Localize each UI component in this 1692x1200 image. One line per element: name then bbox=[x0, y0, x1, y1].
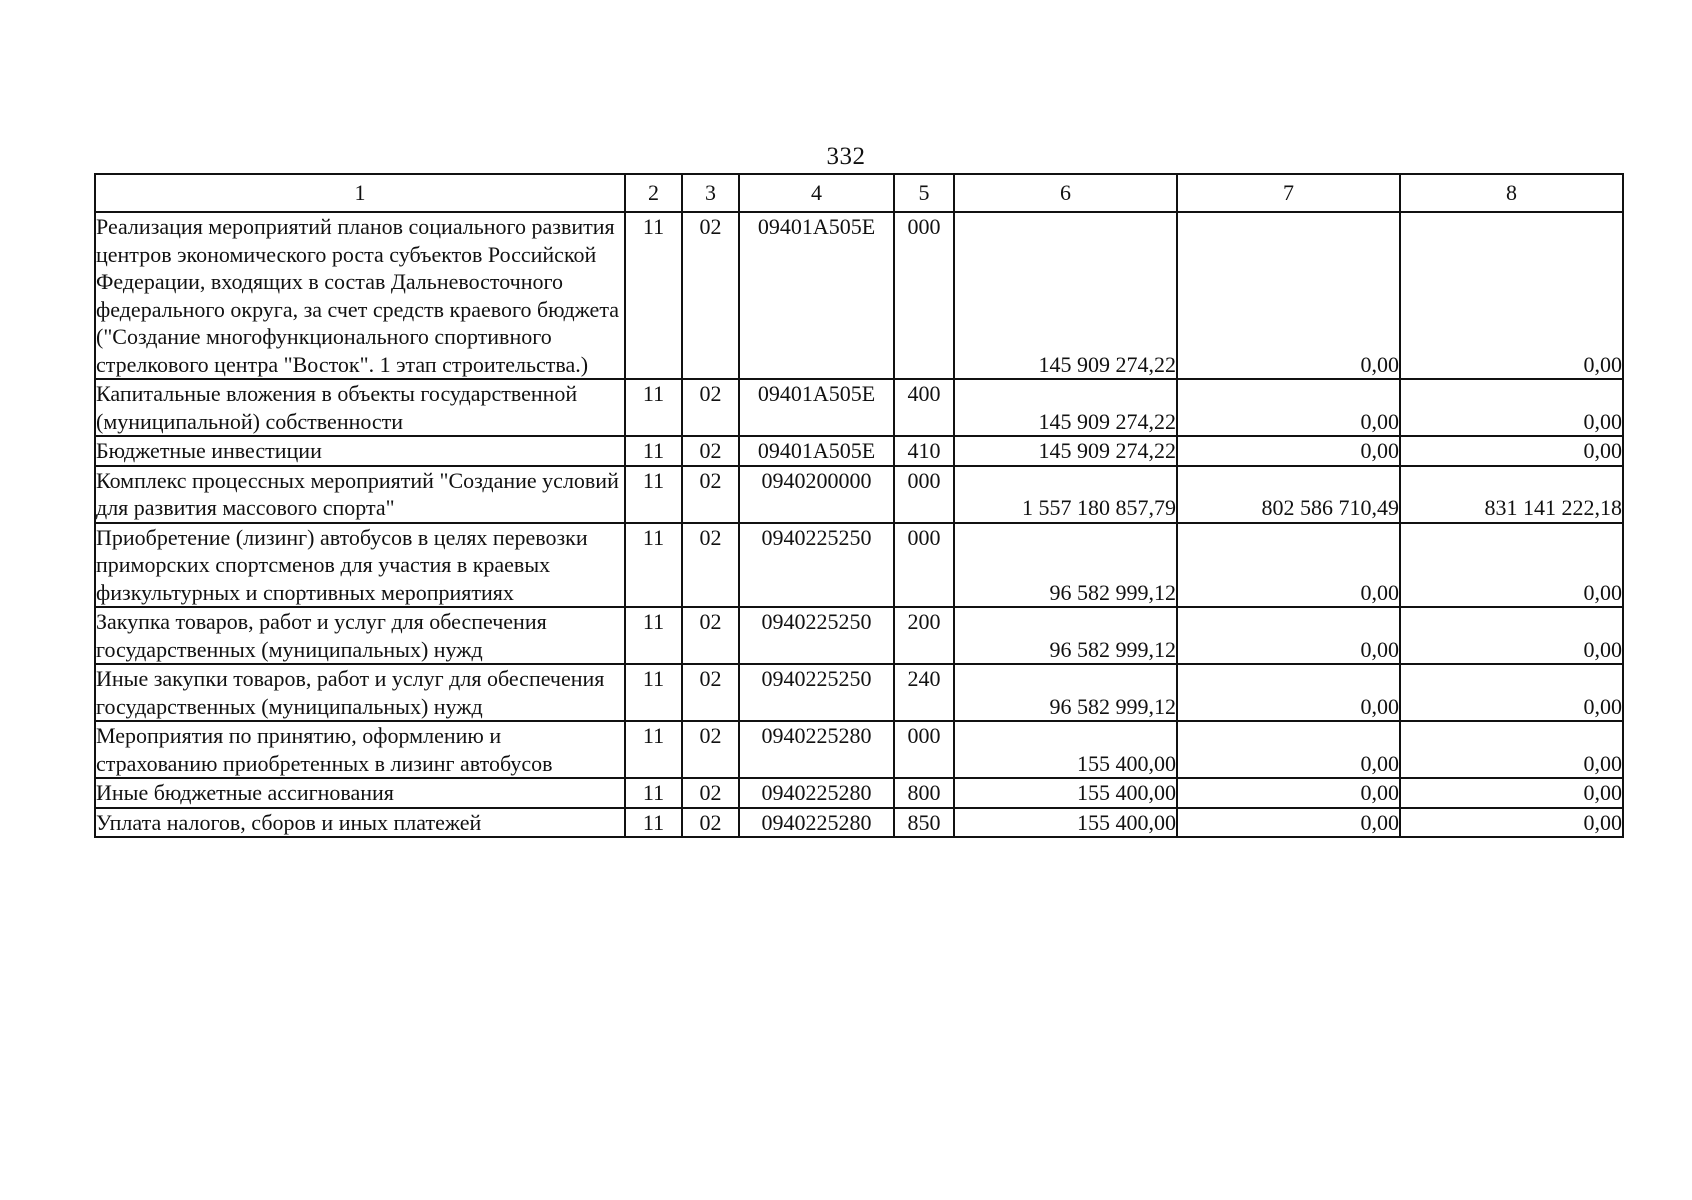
page-number: 332 bbox=[826, 143, 866, 170]
subsection-code: 02 bbox=[682, 523, 739, 608]
amount-col-7: 0,00 bbox=[1177, 808, 1400, 838]
expense-type-code: 800 bbox=[894, 778, 954, 808]
section-code: 11 bbox=[625, 808, 682, 838]
column-header-4: 4 bbox=[739, 174, 894, 212]
section-code: 11 bbox=[625, 212, 682, 379]
expense-type-code: 000 bbox=[894, 466, 954, 523]
amount-col-6: 155 400,00 bbox=[954, 721, 1177, 778]
section-code: 11 bbox=[625, 778, 682, 808]
target-article-code: 0940225280 bbox=[739, 721, 894, 778]
table-row bbox=[95, 212, 1623, 379]
amount-col-7: 0,00 bbox=[1177, 664, 1400, 721]
subsection-code: 02 bbox=[682, 664, 739, 721]
target-article-code: 09401A505E bbox=[739, 379, 894, 436]
target-article-code: 09401A505E bbox=[739, 436, 894, 466]
amount-col-6: 145 909 274,22 bbox=[954, 212, 1177, 379]
amount-col-7: 0,00 bbox=[1177, 212, 1400, 379]
subsection-code: 02 bbox=[682, 607, 739, 664]
column-header-1: 1 bbox=[95, 174, 625, 212]
row-name: Уплата налогов, сборов и иных платежей bbox=[95, 808, 625, 838]
amount-col-6: 145 909 274,22 bbox=[954, 379, 1177, 436]
amount-col-6: 155 400,00 bbox=[954, 778, 1177, 808]
table-row bbox=[95, 721, 1623, 778]
amount-col-8: 0,00 bbox=[1400, 808, 1623, 838]
target-article-code: 0940225250 bbox=[739, 523, 894, 608]
expense-type-code: 850 bbox=[894, 808, 954, 838]
row-name: Закупка товаров, работ и услуг для обеспечения государственных (муниципальных) нужд bbox=[95, 607, 625, 664]
amount-col-7: 0,00 bbox=[1177, 523, 1400, 608]
target-article-code: 0940225250 bbox=[739, 664, 894, 721]
header-row bbox=[95, 174, 1623, 212]
table-row bbox=[95, 778, 1623, 808]
column-header-5: 5 bbox=[894, 174, 954, 212]
subsection-code: 02 bbox=[682, 721, 739, 778]
section-code: 11 bbox=[625, 466, 682, 523]
expense-type-code: 000 bbox=[894, 721, 954, 778]
target-article-code: 0940200000 bbox=[739, 466, 894, 523]
expense-type-code: 240 bbox=[894, 664, 954, 721]
amount-col-7: 0,00 bbox=[1177, 607, 1400, 664]
amount-col-7: 802 586 710,49 bbox=[1177, 466, 1400, 523]
amount-col-6: 96 582 999,12 bbox=[954, 523, 1177, 608]
amount-col-6: 145 909 274,22 bbox=[954, 436, 1177, 466]
subsection-code: 02 bbox=[682, 466, 739, 523]
table-row bbox=[95, 466, 1623, 523]
section-code: 11 bbox=[625, 523, 682, 608]
column-header-6: 6 bbox=[954, 174, 1177, 212]
row-name: Иные бюджетные ассигнования bbox=[95, 778, 625, 808]
section-code: 11 bbox=[625, 379, 682, 436]
subsection-code: 02 bbox=[682, 808, 739, 838]
table-row bbox=[95, 523, 1623, 608]
amount-col-6: 155 400,00 bbox=[954, 808, 1177, 838]
expense-type-code: 400 bbox=[894, 379, 954, 436]
subsection-code: 02 bbox=[682, 212, 739, 379]
target-article-code: 0940225280 bbox=[739, 808, 894, 838]
amount-col-6: 1 557 180 857,79 bbox=[954, 466, 1177, 523]
section-code: 11 bbox=[625, 664, 682, 721]
row-name: Капитальные вложения в объекты государственной (муниципальной) собственности bbox=[95, 379, 625, 436]
amount-col-7: 0,00 bbox=[1177, 379, 1400, 436]
section-code: 11 bbox=[625, 607, 682, 664]
amount-col-6: 96 582 999,12 bbox=[954, 664, 1177, 721]
amount-col-7: 0,00 bbox=[1177, 436, 1400, 466]
amount-col-8: 831 141 222,18 bbox=[1400, 466, 1623, 523]
row-name: Мероприятия по принятию, оформлению и страхованию приобретенных в лизинг автобусов bbox=[95, 721, 625, 778]
amount-col-8: 0,00 bbox=[1400, 523, 1623, 608]
subsection-code: 02 bbox=[682, 778, 739, 808]
table-row bbox=[95, 607, 1623, 664]
expense-type-code: 200 bbox=[894, 607, 954, 664]
amount-col-8: 0,00 bbox=[1400, 607, 1623, 664]
amount-col-8: 0,00 bbox=[1400, 436, 1623, 466]
table-row bbox=[95, 436, 1623, 466]
column-header-2: 2 bbox=[625, 174, 682, 212]
expense-type-code: 000 bbox=[894, 523, 954, 608]
section-code: 11 bbox=[625, 436, 682, 466]
amount-col-7: 0,00 bbox=[1177, 778, 1400, 808]
amount-col-8: 0,00 bbox=[1400, 721, 1623, 778]
amount-col-8: 0,00 bbox=[1400, 212, 1623, 379]
section-code: 11 bbox=[625, 721, 682, 778]
subsection-code: 02 bbox=[682, 379, 739, 436]
row-name: Реализация мероприятий планов социального развития центров экономического роста субъектов Российской Федерации, входящих в состав Дальневосточного федерального округа, за счет средств краевого бюджета ("Создание многофункционального спортивного стрелкового центра "Восток". 1 этап строительства.) bbox=[95, 212, 625, 379]
column-header-7: 7 bbox=[1177, 174, 1400, 212]
row-name: Иные закупки товаров, работ и услуг для обеспечения государственных (муниципальных) нужд bbox=[95, 664, 625, 721]
target-article-code: 09401A505E bbox=[739, 212, 894, 379]
target-article-code: 0940225250 bbox=[739, 607, 894, 664]
amount-col-7: 0,00 bbox=[1177, 721, 1400, 778]
amount-col-8: 0,00 bbox=[1400, 664, 1623, 721]
column-header-8: 8 bbox=[1400, 174, 1623, 212]
expense-type-code: 410 bbox=[894, 436, 954, 466]
target-article-code: 0940225280 bbox=[739, 778, 894, 808]
budget-table bbox=[94, 173, 1624, 838]
amount-col-8: 0,00 bbox=[1400, 778, 1623, 808]
expense-type-code: 000 bbox=[894, 212, 954, 379]
row-name: Бюджетные инвестиции bbox=[95, 436, 625, 466]
row-name: Приобретение (лизинг) автобусов в целях перевозки приморских спортсменов для участия в краевых физкультурных и спортивных мероприятиях bbox=[95, 523, 625, 608]
table-row bbox=[95, 379, 1623, 436]
amount-col-8: 0,00 bbox=[1400, 379, 1623, 436]
column-header-3: 3 bbox=[682, 174, 739, 212]
table-row bbox=[95, 808, 1623, 838]
amount-col-6: 96 582 999,12 bbox=[954, 607, 1177, 664]
row-name: Комплекс процессных мероприятий "Создание условий для развития массового спорта" bbox=[95, 466, 625, 523]
table-row bbox=[95, 664, 1623, 721]
subsection-code: 02 bbox=[682, 436, 739, 466]
